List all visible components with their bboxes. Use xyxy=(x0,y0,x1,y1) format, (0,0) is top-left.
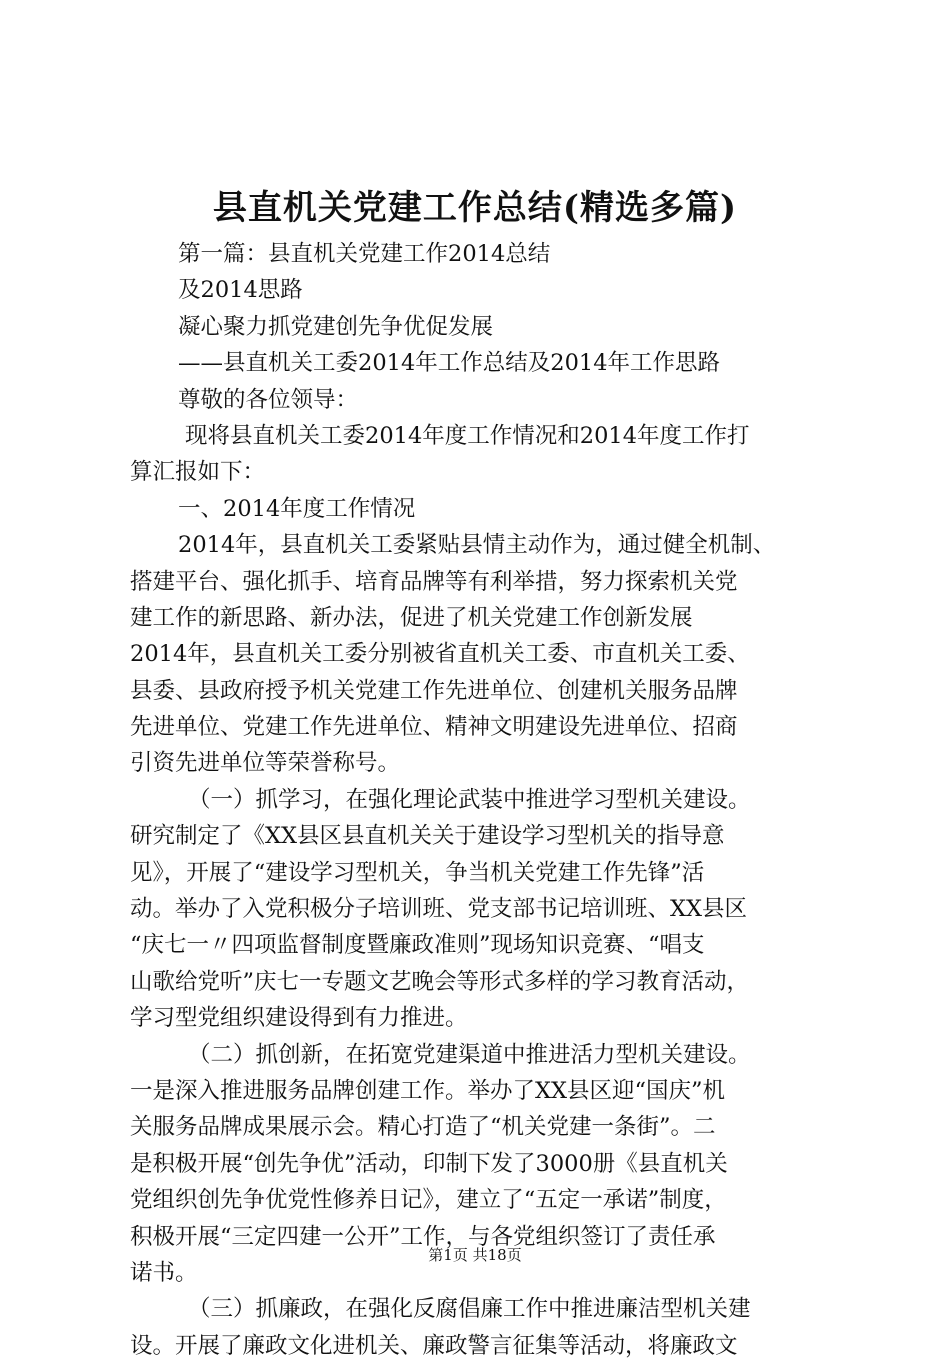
text-line: 建工作的新思路、新办法，促进了机关党建工作创新发展 xyxy=(130,604,693,631)
text-line: 党组织创先争优党性修养日记》，建立了“五定一承诺”制度， xyxy=(130,1187,727,1214)
text-line: 搭建平台、强化抓手、培育品牌等有利举措，努力探索机关党 xyxy=(130,568,738,595)
text-line: 2014年，县直机关工委分别被省直机关工委、市直机关工委、 xyxy=(130,641,750,668)
text-line: 算汇报如下： xyxy=(130,459,266,486)
text-line: 研究制定了《XX县区县直机关关于建设学习型机关的指导意 xyxy=(130,823,725,850)
text-line: 学习型党组织建设得到有力推进。 xyxy=(130,1005,468,1032)
text-line: 一是深入推进服务品牌创建工作。举办了XX县区迎“国庆”机 xyxy=(130,1077,726,1104)
text-line: 山歌给党听”庆七一专题文艺晚会等形式多样的学习教育活动， xyxy=(130,968,750,995)
text-line: 是积极开展“创先争优”活动，印制下发了3000册《县直机关 xyxy=(130,1150,728,1177)
text-line: 及2014思路 xyxy=(178,277,303,304)
text-line: 第一篇：县直机关党建工作2014总结 xyxy=(178,241,551,267)
text-line: 凝心聚力抓党建创先争优促发展 xyxy=(178,313,494,340)
text-line: 见》，开展了“建设学习型机关，争当机关党建工作先锋”活 xyxy=(130,859,705,886)
text-line: 一、2014年度工作情况 xyxy=(178,495,416,522)
text-line: “庆七一〃四项监督制度暨廉政准则”现场知识竞赛、“唱支 xyxy=(130,932,705,959)
text-line: 先进单位、党建工作先进单位、精神文明建设先进单位、招商 xyxy=(130,714,738,741)
text-line: （三）抓廉政，在强化反腐倡廉工作中推进廉洁型机关建 xyxy=(188,1296,751,1323)
document-body xyxy=(130,236,830,1364)
text-line: 动。举办了入党积极分子培训班、党支部书记培训班、XX县区 xyxy=(130,896,748,923)
text-line: 尊敬的各位领导： xyxy=(178,386,359,413)
text-line: （一）抓学习，在强化理论武装中推进学习型机关建设。 xyxy=(188,786,751,813)
text-line: 现将县直机关工委2014年度工作情况和2014年度工作打 xyxy=(185,422,750,449)
text-line: 县委、县政府授予机关党建工作先进单位、创建机关服务品牌 xyxy=(130,677,738,704)
text-line: ——县直机关工委2014年工作总结及2014年工作思路 xyxy=(178,350,721,377)
text-line: 引资先进单位等荣誉称号。 xyxy=(130,750,401,777)
text-line: 积极开展“三定四建一公开”工作，与各党组织签订了责任承 xyxy=(130,1223,716,1250)
text-line: 诺书。 xyxy=(130,1259,198,1286)
text-line: 关服务品牌成果展示会。精心打造了“机关党建一条街”。二 xyxy=(130,1114,716,1141)
page-number-footer: 第1页 共18页 xyxy=(428,1246,522,1264)
text-line: （二）抓创新，在拓宽党建渠道中推进活力型机关建设。 xyxy=(188,1041,751,1068)
document-title: 县直机关党建工作总结(精选多篇) xyxy=(212,188,738,228)
text-line: 2014年，县直机关工委紧贴县情主动作为，通过健全机制、 xyxy=(178,532,776,559)
text-line: 设。开展了廉政文化进机关、廉政警言征集等活动，将廉政文 xyxy=(130,1332,738,1359)
